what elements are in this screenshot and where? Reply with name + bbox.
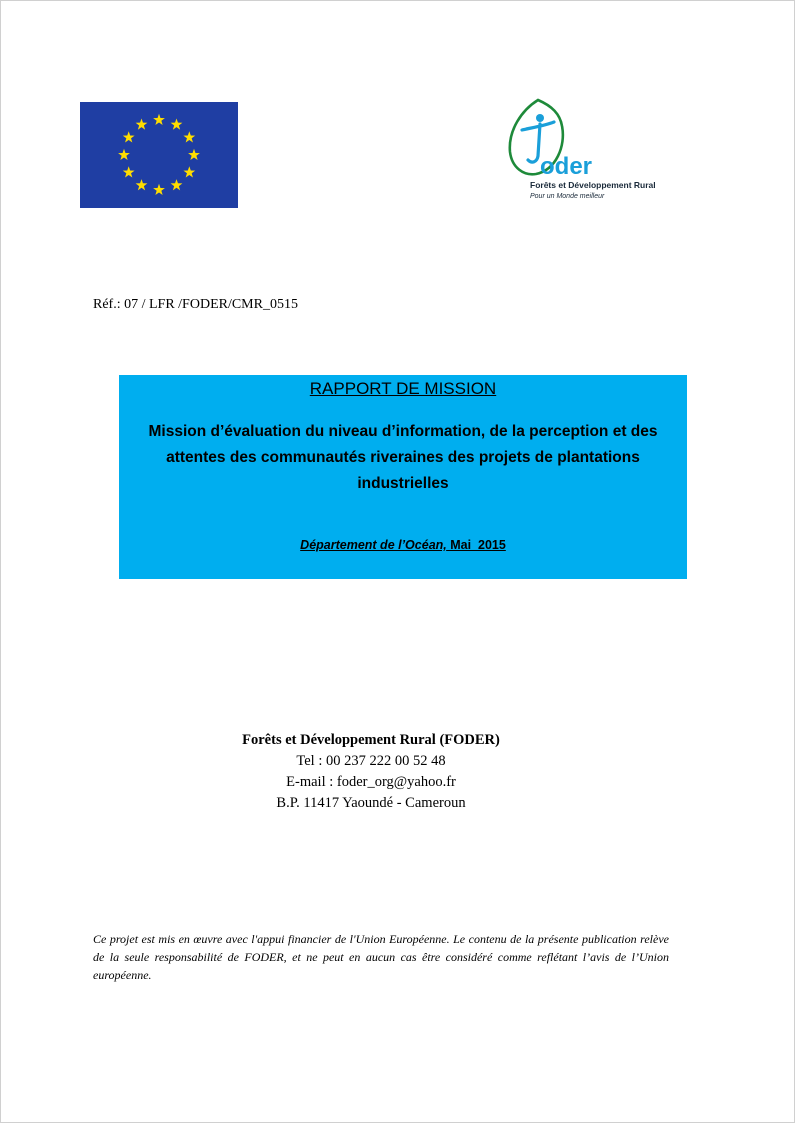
document-reference: Réf.: 07 / LFR /FODER/CMR_0515 [93, 297, 298, 312]
figure-head-icon [536, 114, 544, 122]
star-icon [136, 118, 148, 129]
funding-disclaimer: Ce projet est mis en œuvre avec l'appui financier de l'Union Européenne. Le contenu de la présente publication relève de la seule responsabilité de FODER, et ne peut en aucun cas être considéré comme reflétant l’avis de l’Union européenne. [93, 932, 669, 982]
star-icon [171, 179, 183, 190]
star-icon [123, 166, 135, 177]
foder-tagline: Forêts et Développement Rural [530, 180, 656, 190]
date-label: Mai 2015 [446, 538, 506, 552]
star-icon [123, 131, 135, 142]
eu-flag-icon [80, 102, 238, 208]
star-icon [118, 149, 130, 160]
foder-slogan: Pour un Monde meilleur [530, 193, 605, 200]
star-icon [183, 166, 195, 177]
star-icon [171, 118, 183, 129]
contact-email: E-mail : foder_org@yahoo.fr [286, 774, 456, 790]
foder-logo [500, 96, 662, 208]
organization-name: Forêts et Développement Rural (FODER) [242, 732, 500, 748]
place-label: Département de l’Océan, [300, 538, 447, 552]
star-icon [183, 131, 195, 142]
star-icon [153, 114, 165, 125]
star-icon [153, 184, 165, 195]
place-date [119, 538, 687, 552]
contact-tel: Tel : 00 237 222 00 52 48 [296, 753, 446, 769]
title-box [119, 375, 687, 579]
star-icon [136, 179, 148, 190]
star-icon [188, 149, 200, 160]
foder-brand-text: oder [540, 153, 593, 180]
contact-address: B.P. 11417 Yaoundé - Cameroun [276, 795, 466, 811]
contact-block [210, 730, 532, 814]
document-subtitle: Mission d’évaluation du niveau d’information, de la perception et des attentes des communautés riveraines des projets de plantations industrielles [148, 423, 658, 492]
document-title: RAPPORT DE MISSION [309, 379, 497, 398]
